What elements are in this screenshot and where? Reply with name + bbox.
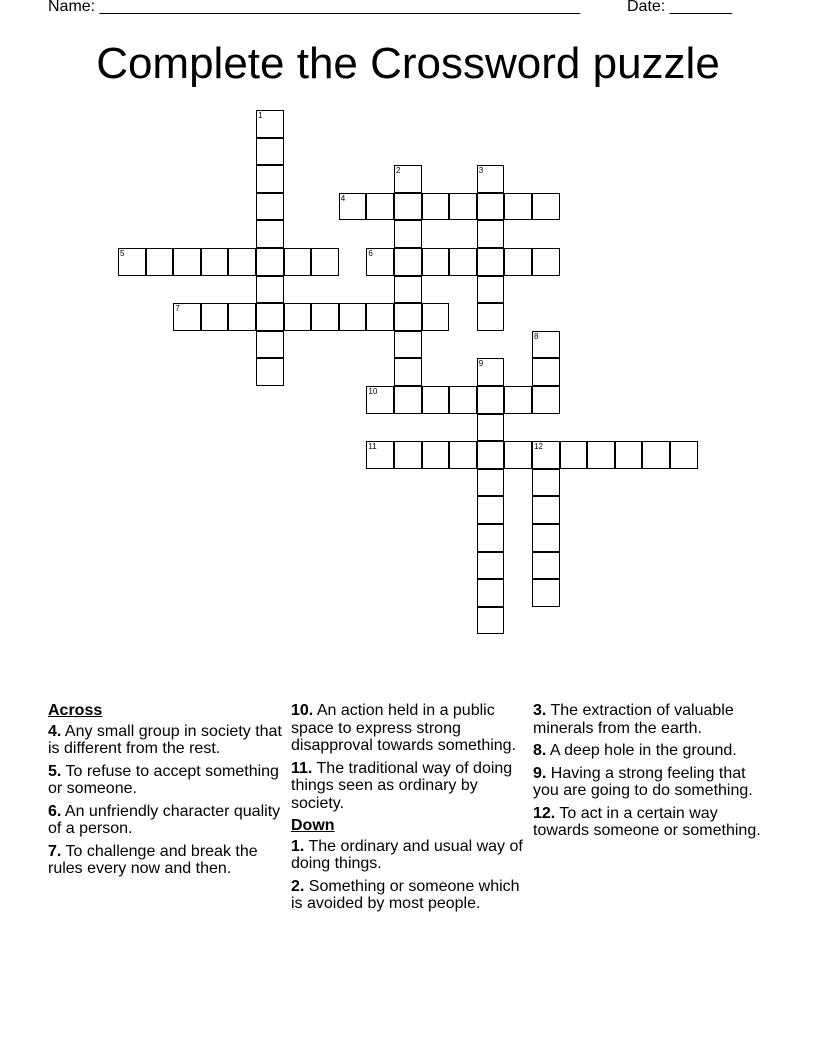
grid-cell[interactable] [256, 331, 284, 359]
grid-cell[interactable] [477, 607, 505, 635]
clue-down-12: 12. To act in a certain way towards someone or something. [533, 804, 761, 839]
grid-cell[interactable] [642, 441, 670, 469]
grid-cell[interactable] [256, 303, 284, 331]
grid-cell[interactable] [670, 441, 698, 469]
grid-cell[interactable] [477, 414, 505, 442]
grid-cell[interactable] [615, 441, 643, 469]
clue-number: 4 [340, 193, 346, 203]
grid-cell[interactable] [201, 248, 229, 276]
grid-cell[interactable] [394, 248, 422, 276]
grid-cell[interactable] [587, 441, 615, 469]
grid-cell[interactable] [422, 303, 450, 331]
grid-cell[interactable] [477, 524, 505, 552]
grid-cell[interactable] [256, 110, 284, 138]
clue-number: 1 [258, 111, 263, 120]
grid-cell[interactable] [532, 193, 560, 221]
grid-cell[interactable] [228, 303, 256, 331]
clue-number: 5 [120, 249, 125, 258]
clue-across-5: 5. To refuse to accept something or someone. [48, 762, 279, 797]
clue-number: 8 [534, 331, 539, 341]
grid-cell[interactable] [201, 303, 229, 331]
grid-cell[interactable] [394, 441, 422, 469]
grid-cell[interactable] [477, 358, 505, 386]
clue-across-6: 6. An unfriendly character quality of a person. [48, 802, 281, 837]
grid-cell[interactable] [146, 248, 174, 276]
clues-column-2 [291, 702, 526, 918]
grid-cell[interactable] [477, 276, 505, 304]
clue-down-1: 1. The ordinary and usual way of doing things. [291, 837, 523, 872]
clue-number: 9 [478, 359, 484, 369]
clue-number: 11 [368, 442, 377, 452]
grid-cell[interactable] [366, 193, 394, 221]
grid-cell[interactable] [366, 248, 394, 276]
grid-cell[interactable] [284, 248, 312, 276]
grid-cell[interactable] [394, 220, 422, 248]
grid-cell[interactable] [256, 165, 284, 193]
grid-cell[interactable] [366, 386, 394, 414]
across-heading: Across [48, 702, 103, 719]
clues-column-1 [48, 702, 283, 883]
grid-cell[interactable] [422, 441, 450, 469]
grid-cell[interactable] [532, 496, 560, 524]
grid-cell[interactable] [477, 248, 505, 276]
grid-cell[interactable] [422, 193, 450, 221]
clue-down-2: 2. Something or someone which is avoided by most people. [291, 877, 520, 912]
grid-cell[interactable] [532, 524, 560, 552]
grid-cell[interactable] [504, 193, 532, 221]
grid-cell[interactable] [256, 220, 284, 248]
grid-cell[interactable] [532, 469, 560, 497]
grid-cell[interactable] [532, 552, 560, 580]
clue-number: 2 [396, 166, 401, 176]
page-title: Complete the Crossword puzzle [96, 39, 720, 88]
grid-cell[interactable] [449, 248, 477, 276]
grid-cell[interactable] [256, 276, 284, 304]
clue-across-4: 4. Any small group in society that is different from the rest. [48, 722, 282, 757]
grid-cell[interactable] [504, 386, 532, 414]
grid-cell[interactable] [504, 441, 532, 469]
grid-cell[interactable] [532, 358, 560, 386]
grid-cell[interactable] [477, 193, 505, 221]
clue-number: 7 [175, 304, 180, 314]
grid-cell[interactable] [532, 331, 560, 359]
clue-across-7: 7. To challenge and break the rules every now and then. [48, 842, 258, 877]
clue-number: 12 [534, 442, 543, 452]
grid-cell[interactable] [173, 303, 201, 331]
grid-cell[interactable] [394, 276, 422, 304]
grid-cell[interactable] [228, 248, 256, 276]
grid-cell[interactable] [560, 441, 588, 469]
grid-cell[interactable] [422, 386, 450, 414]
clues-column-3 [533, 702, 768, 845]
grid-cell[interactable] [284, 303, 312, 331]
grid-cell[interactable] [256, 358, 284, 386]
grid-cell[interactable] [366, 441, 394, 469]
clue-down-3: 3. The extraction of valuable minerals from the earth. [533, 702, 734, 737]
grid-cell[interactable] [477, 441, 505, 469]
clue-down-9: 9. Having a strong feeling that you are going to do something. [533, 764, 753, 799]
clue-number: 10 [368, 387, 378, 396]
date-field-label: Date: _______ [627, 0, 732, 15]
grid-cell[interactable] [339, 193, 367, 221]
grid-cell[interactable] [339, 303, 367, 331]
grid-cell[interactable] [422, 248, 450, 276]
grid-cell[interactable] [477, 386, 505, 414]
grid-cell[interactable] [477, 579, 505, 607]
clue-down-8: 8. A deep hole in the ground. [533, 742, 737, 759]
grid-cell[interactable] [477, 552, 505, 580]
grid-cell[interactable] [477, 496, 505, 524]
grid-cell[interactable] [477, 165, 505, 193]
clue-across-11: 11. The traditional way of doing things seen as ordinary by society. [291, 759, 513, 812]
grid-cell[interactable] [366, 303, 394, 331]
grid-cell[interactable] [477, 220, 505, 248]
grid-cell[interactable] [449, 386, 477, 414]
grid-cell[interactable] [394, 386, 422, 414]
grid-cell[interactable] [532, 579, 560, 607]
grid-cell[interactable] [449, 441, 477, 469]
grid-cell[interactable] [532, 441, 560, 469]
grid-cell[interactable] [311, 303, 339, 331]
grid-cell[interactable] [394, 358, 422, 386]
grid-cell[interactable] [504, 248, 532, 276]
clue-across-10: 10. An action held in a public space to express strong disapproval towards something. [291, 702, 517, 754]
grid-cell[interactable] [256, 138, 284, 166]
grid-cell[interactable] [449, 193, 477, 221]
grid-cell[interactable] [256, 193, 284, 221]
grid-cell[interactable] [477, 469, 505, 497]
down-heading: Down [291, 817, 335, 834]
name-field-label: Name: ______________________________________________________ [48, 0, 581, 15]
grid-cell[interactable] [394, 193, 422, 221]
grid-cell[interactable] [394, 303, 422, 331]
clue-number: 3 [478, 166, 484, 176]
grid-cell[interactable] [532, 248, 560, 276]
clue-number: 6 [368, 249, 373, 258]
grid-cell[interactable] [394, 331, 422, 359]
grid-cell[interactable] [173, 248, 201, 276]
grid-cell[interactable] [118, 248, 146, 276]
grid-cell[interactable] [394, 165, 422, 193]
grid-cell[interactable] [532, 386, 560, 414]
grid-cell[interactable] [256, 248, 284, 276]
grid-cell[interactable] [477, 303, 505, 331]
grid-cell[interactable] [311, 248, 339, 276]
